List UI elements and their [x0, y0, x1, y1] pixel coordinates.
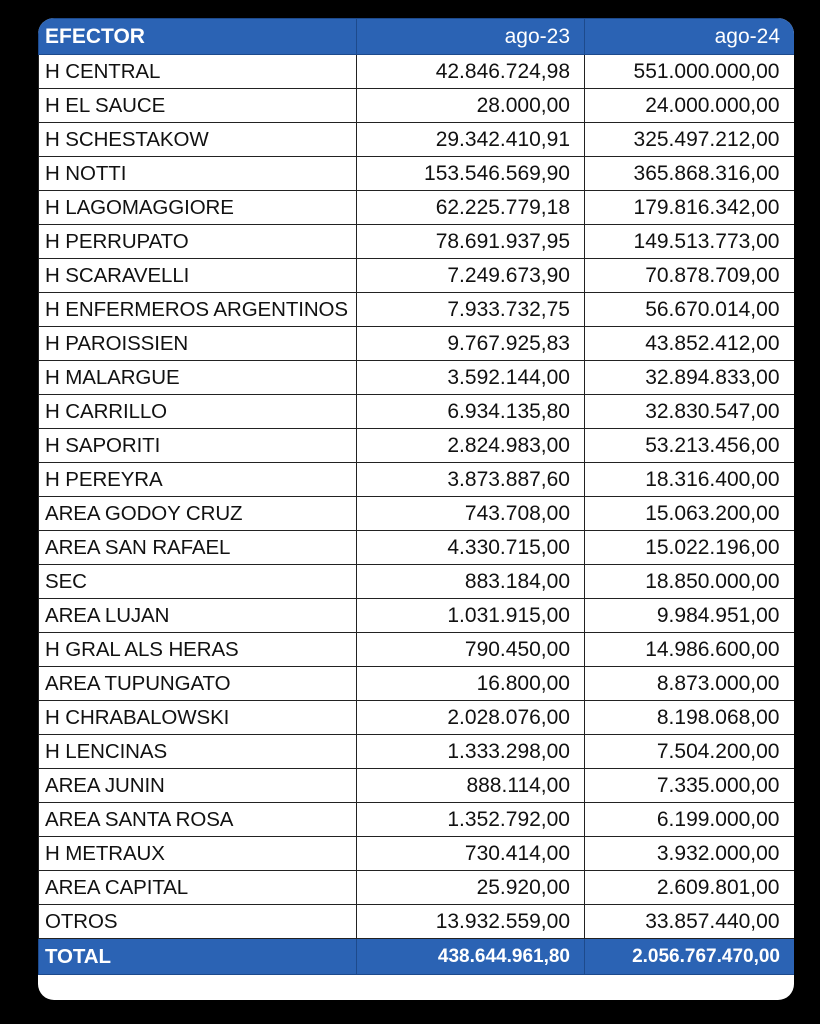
efector-cell[interactable]: AREA CAPITAL	[39, 871, 357, 905]
ago-23-cell[interactable]: 1.333.298,00	[357, 735, 585, 769]
efector-cell[interactable]: H METRAUX	[39, 837, 357, 871]
table-row	[39, 123, 795, 157]
ago-24-cell[interactable]: 8.873.000,00	[585, 667, 795, 701]
ago-23-cell[interactable]: 888.114,00	[357, 769, 585, 803]
table-row	[39, 293, 795, 327]
efector-cell[interactable]: H CENTRAL	[39, 55, 357, 89]
ago-24-cell[interactable]: 53.213.456,00	[585, 429, 795, 463]
table-row	[39, 463, 795, 497]
data-table	[38, 18, 794, 975]
table-row	[39, 327, 795, 361]
ago-24-cell[interactable]: 3.932.000,00	[585, 837, 795, 871]
ago-24-cell[interactable]: 179.816.342,00	[585, 191, 795, 225]
ago-23-cell[interactable]: 790.450,00	[357, 633, 585, 667]
ago-23-cell[interactable]: 7.933.732,75	[357, 293, 585, 327]
ago-23-cell[interactable]: 153.546.569,90	[357, 157, 585, 191]
ago-24-cell[interactable]: 14.986.600,00	[585, 633, 795, 667]
table-row	[39, 667, 795, 701]
efector-cell[interactable]: SEC	[39, 565, 357, 599]
table-row	[39, 905, 795, 939]
ago-24-cell[interactable]: 43.852.412,00	[585, 327, 795, 361]
ago-24-cell[interactable]: 18.316.400,00	[585, 463, 795, 497]
ago-23-cell[interactable]: 28.000,00	[357, 89, 585, 123]
efector-cell[interactable]: AREA LUJAN	[39, 599, 357, 633]
efector-cell[interactable]: H SCHESTAKOW	[39, 123, 357, 157]
ago-23-cell[interactable]: 4.330.715,00	[357, 531, 585, 565]
efector-cell[interactable]: H CHRABALOWSKI	[39, 701, 357, 735]
table-row	[39, 55, 795, 89]
ago-24-cell[interactable]: 33.857.440,00	[585, 905, 795, 939]
table-row	[39, 701, 795, 735]
table-row	[39, 395, 795, 429]
efector-cell[interactable]: H MALARGUE	[39, 361, 357, 395]
spreadsheet-panel	[38, 18, 794, 1000]
table-row	[39, 157, 795, 191]
table-row	[39, 259, 795, 293]
total-row	[39, 939, 795, 975]
efector-cell[interactable]: H ENFERMEROS ARGENTINOS	[39, 293, 357, 327]
table-body	[39, 55, 795, 939]
column-header-ago-23[interactable]: ago-23	[357, 19, 585, 55]
ago-24-cell[interactable]: 15.022.196,00	[585, 531, 795, 565]
ago-24-cell[interactable]: 325.497.212,00	[585, 123, 795, 157]
table-row	[39, 429, 795, 463]
ago-24-cell[interactable]: 8.198.068,00	[585, 701, 795, 735]
ago-24-cell[interactable]: 15.063.200,00	[585, 497, 795, 531]
efector-cell[interactable]: H CARRILLO	[39, 395, 357, 429]
efector-cell[interactable]: AREA JUNIN	[39, 769, 357, 803]
ago-24-cell[interactable]: 365.868.316,00	[585, 157, 795, 191]
ago-23-cell[interactable]: 78.691.937,95	[357, 225, 585, 259]
ago-23-cell[interactable]: 883.184,00	[357, 565, 585, 599]
efector-cell[interactable]: H GRAL ALS HERAS	[39, 633, 357, 667]
ago-23-cell[interactable]: 9.767.925,83	[357, 327, 585, 361]
total-ago-23[interactable]: 438.644.961,80	[357, 939, 585, 975]
column-header-ago-24[interactable]: ago-24	[585, 19, 795, 55]
ago-23-cell[interactable]: 1.352.792,00	[357, 803, 585, 837]
total-label[interactable]: TOTAL	[39, 939, 357, 975]
table-row	[39, 837, 795, 871]
ago-24-cell[interactable]: 56.670.014,00	[585, 293, 795, 327]
table-row	[39, 565, 795, 599]
efector-cell[interactable]: H EL SAUCE	[39, 89, 357, 123]
ago-23-cell[interactable]: 3.592.144,00	[357, 361, 585, 395]
ago-24-cell[interactable]: 149.513.773,00	[585, 225, 795, 259]
ago-23-cell[interactable]: 2.028.076,00	[357, 701, 585, 735]
efector-cell[interactable]: OTROS	[39, 905, 357, 939]
efector-cell[interactable]: H LAGOMAGGIORE	[39, 191, 357, 225]
table-row	[39, 191, 795, 225]
table-row	[39, 599, 795, 633]
ago-23-cell[interactable]: 13.932.559,00	[357, 905, 585, 939]
efector-cell[interactable]: H PEREYRA	[39, 463, 357, 497]
ago-24-cell[interactable]: 32.830.547,00	[585, 395, 795, 429]
ago-23-cell[interactable]: 62.225.779,18	[357, 191, 585, 225]
table-row	[39, 361, 795, 395]
total-ago-24[interactable]: 2.056.767.470,00	[585, 939, 795, 975]
table-row	[39, 871, 795, 905]
ago-24-cell[interactable]: 551.000.000,00	[585, 55, 795, 89]
table-row	[39, 633, 795, 667]
ago-23-cell[interactable]: 42.846.724,98	[357, 55, 585, 89]
efector-cell[interactable]: AREA SANTA ROSA	[39, 803, 357, 837]
table-row	[39, 735, 795, 769]
ago-23-cell[interactable]: 16.800,00	[357, 667, 585, 701]
table-row	[39, 803, 795, 837]
ago-23-cell[interactable]: 7.249.673,90	[357, 259, 585, 293]
efector-cell[interactable]: H PAROISSIEN	[39, 327, 357, 361]
ago-23-cell[interactable]: 743.708,00	[357, 497, 585, 531]
ago-23-cell[interactable]: 3.873.887,60	[357, 463, 585, 497]
efector-cell[interactable]: AREA SAN RAFAEL	[39, 531, 357, 565]
ago-24-cell[interactable]: 6.199.000,00	[585, 803, 795, 837]
ago-23-cell[interactable]: 2.824.983,00	[357, 429, 585, 463]
ago-24-cell[interactable]: 9.984.951,00	[585, 599, 795, 633]
ago-24-cell[interactable]: 18.850.000,00	[585, 565, 795, 599]
ago-24-cell[interactable]: 2.609.801,00	[585, 871, 795, 905]
table-row	[39, 89, 795, 123]
ago-24-cell[interactable]: 32.894.833,00	[585, 361, 795, 395]
table-row	[39, 497, 795, 531]
efector-cell[interactable]: AREA TUPUNGATO	[39, 667, 357, 701]
efector-cell[interactable]: AREA GODOY CRUZ	[39, 497, 357, 531]
table-row	[39, 769, 795, 803]
efector-cell[interactable]: H LENCINAS	[39, 735, 357, 769]
table-row	[39, 531, 795, 565]
efector-cell[interactable]: H NOTTI	[39, 157, 357, 191]
ago-23-cell[interactable]: 25.920,00	[357, 871, 585, 905]
ago-23-cell[interactable]: 6.934.135,80	[357, 395, 585, 429]
ago-24-cell[interactable]: 24.000.000,00	[585, 89, 795, 123]
header-row	[39, 19, 795, 55]
efector-cell[interactable]: H SAPORITI	[39, 429, 357, 463]
ago-23-cell[interactable]: 1.031.915,00	[357, 599, 585, 633]
ago-23-cell[interactable]: 730.414,00	[357, 837, 585, 871]
ago-24-cell[interactable]: 70.878.709,00	[585, 259, 795, 293]
table-row	[39, 225, 795, 259]
efector-cell[interactable]: H PERRUPATO	[39, 225, 357, 259]
ago-24-cell[interactable]: 7.335.000,00	[585, 769, 795, 803]
ago-23-cell[interactable]: 29.342.410,91	[357, 123, 585, 157]
column-header-efector[interactable]: EFECTOR	[39, 19, 357, 55]
ago-24-cell[interactable]: 7.504.200,00	[585, 735, 795, 769]
efector-cell[interactable]: H SCARAVELLI	[39, 259, 357, 293]
